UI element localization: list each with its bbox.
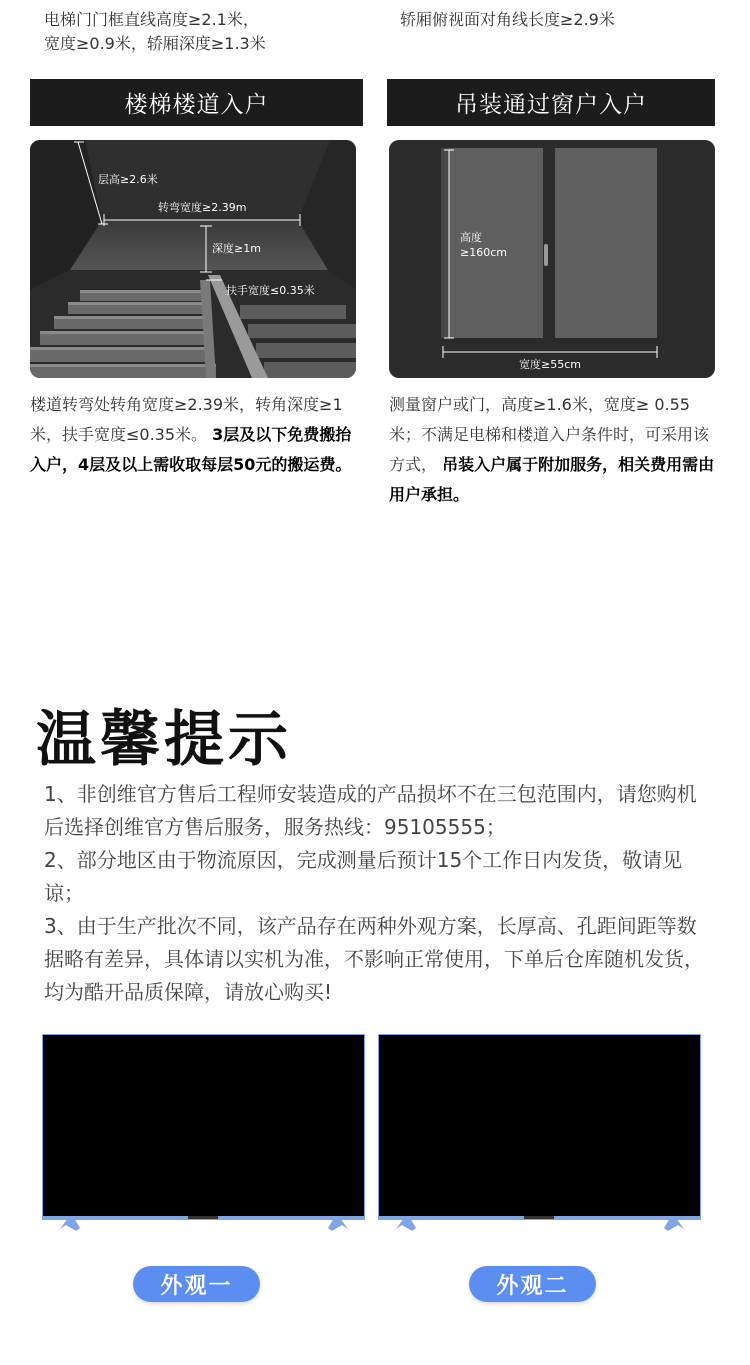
stairs-diagram	[30, 140, 356, 378]
window-description	[389, 390, 715, 510]
elevator-requirements-left	[44, 8, 364, 56]
appearance-two-button[interactable]: 外观二	[469, 1266, 596, 1302]
height-label-2: ≥160cm	[460, 246, 507, 259]
tv-stand-right-icon	[664, 1218, 684, 1232]
tv-stand-left-icon	[396, 1218, 416, 1232]
tv-screen	[378, 1034, 701, 1218]
tv-screen	[42, 1034, 365, 1218]
handrail-label: 扶手宽度≤0.35米	[226, 284, 315, 297]
appearance-one-button[interactable]: 外观一	[133, 1266, 260, 1302]
depth-label: 深度≥1m	[212, 242, 261, 255]
stairs-desc-bold: 3层及以下免费搬抬入户，4层及以上需收取每层50元的搬运费。	[30, 425, 352, 474]
stairs-illustration	[30, 140, 356, 378]
elevator-line-1: 电梯门门框直线高度≥2.1米，	[44, 10, 259, 29]
tip-item-2: 2、部分地区由于物流原因，完成测量后预计15个工作日内发货，敬请见谅；	[44, 848, 683, 905]
elevator-line-2: 宽度≥0.9米，轿厢深度≥1.3米	[44, 34, 266, 53]
width-label: 宽度≥55cm	[519, 358, 581, 371]
tv-appearance-one	[42, 1034, 365, 1234]
stairs-description	[30, 390, 358, 480]
elevator-requirements-right	[400, 8, 730, 32]
tv-stand-right-icon	[328, 1218, 348, 1232]
window-banner: 吊装通过窗户入户	[387, 79, 715, 126]
tv-logo-bar	[188, 1216, 218, 1219]
tip-item-1: 1、非创维官方售后工程师安装造成的产品损坏不在三包范围内，请您购机后选择创维官方售后服务，服务热线：95105555；	[44, 782, 697, 839]
window-desc-normal: 测量窗户或门，高度≥1.6米，宽度≥ 0.55米；不满足电梯和楼道入户条件时，可采用该方式，	[389, 395, 710, 474]
turn-width-label: 转弯宽度≥2.39m	[158, 201, 247, 214]
tv-logo-bar	[524, 1216, 554, 1219]
tips-title: 温馨提示	[36, 705, 292, 775]
window-desc-bold: 吊装入户属于附加服务，相关费用需由用户承担。	[389, 455, 715, 504]
elevator-diagonal-line: 轿厢俯视面对角线长度≥2.9米	[400, 10, 615, 29]
tv-stand-left-icon	[60, 1218, 80, 1232]
height-label-1: 高度	[460, 231, 482, 244]
window-handle-icon	[544, 244, 548, 266]
tips-list	[44, 778, 704, 1009]
floor-height-label: 层高≥2.6米	[98, 173, 158, 186]
tv-appearance-two	[378, 1034, 701, 1234]
tip-item-3: 3、由于生产批次不同，该产品存在两种外观方案，长厚高、孔距间距等数据略有差异，具体请以实机为准，不影响正常使用，下单后仓库随机发货，均为酷开品质保障，请放心购买!	[44, 914, 704, 1004]
stairs-banner: 楼梯楼道入户	[30, 79, 363, 126]
stairs-desc-normal: 楼道转弯处转角宽度≥2.39米，转角深度≥1米，扶手宽度≤0.35米。	[30, 395, 343, 444]
window-illustration	[389, 140, 715, 378]
window-diagram	[389, 140, 715, 378]
